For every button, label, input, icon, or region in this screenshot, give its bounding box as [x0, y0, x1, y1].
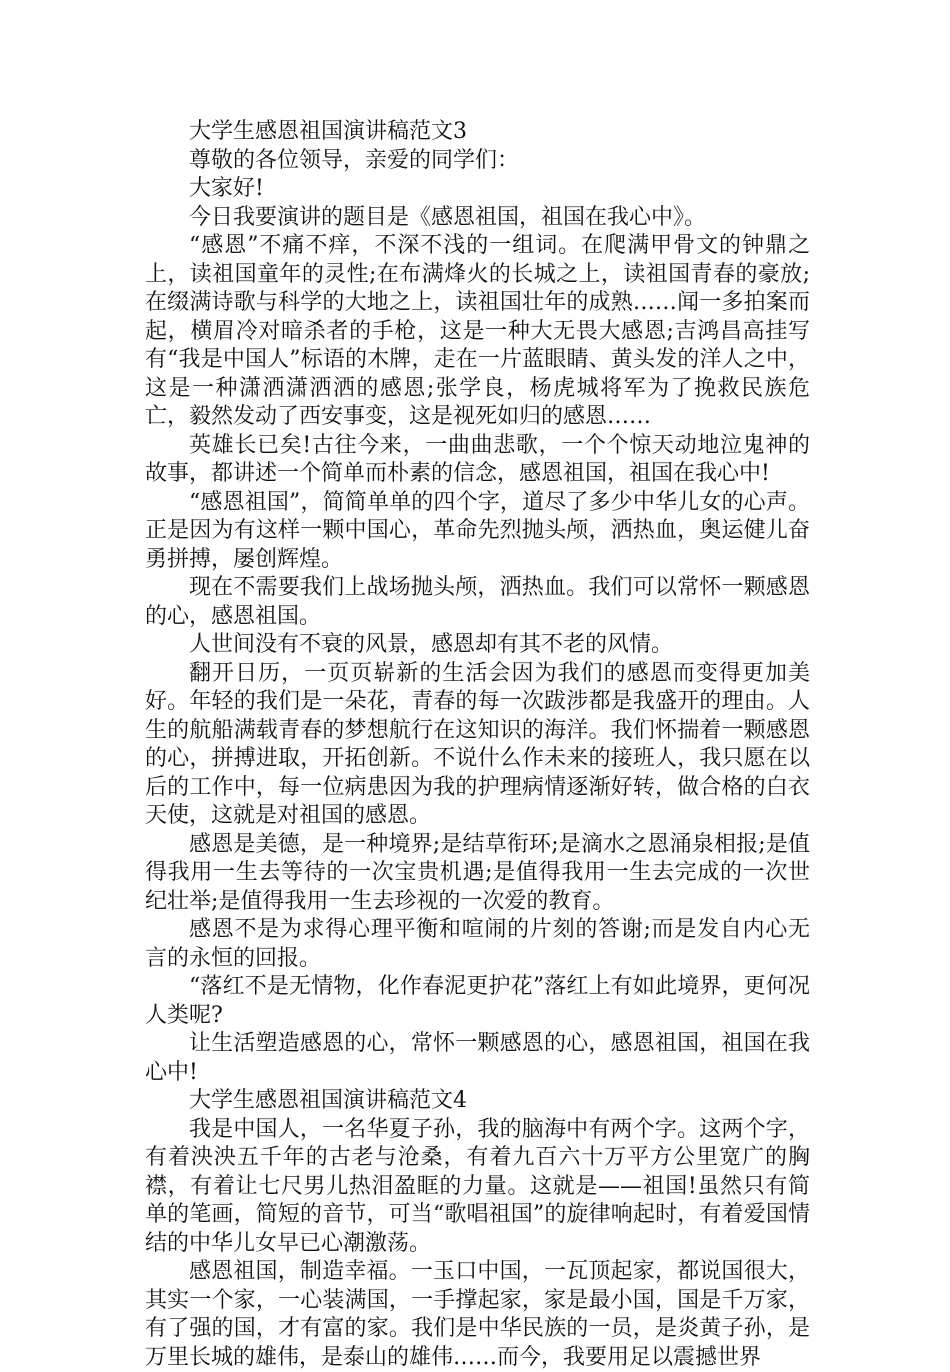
section-title: 大学生感恩祖国演讲稿范文3	[189, 119, 467, 144]
greeting: 大家好!	[189, 176, 264, 201]
document-body	[145, 118, 810, 1372]
section-title: 大学生感恩祖国演讲稿范文4	[189, 1088, 467, 1113]
paragraph: 今日我要演讲的题目是《感恩祖国，祖国在我心中》。	[189, 204, 707, 230]
paragraph: 英雄长已矣!古往今来，一曲曲悲歌，一个个惊天动地泣鬼神的故事，都讲述一个简单而朴素的信念，感恩祖国，祖国在我心中!	[145, 432, 810, 486]
paragraph: “感恩”不痛不痒，不深不浅的一组词。在爬满甲骨文的钟鼎之上，读祖国童年的灵性;在布满烽火的长城之上，读祖国青春的豪放;在缀满诗歌与科学的大地之上，读祖国壮年的成熟……闻一多拍案而起，横眉冷对暗杀者的手枪，这是一种大无畏大感恩;吉鸿昌高挂写有“我是中国人”标语的木牌，走在一片蓝眼睛、黄头发的洋人之中，这是一种潇洒潇洒洒的感恩;张学良，杨虎城将军为了挽救民族危亡，毅然发动了西安事变，这是视死如归的感恩……	[145, 233, 810, 429]
paragraph: 让生活塑造感恩的心，常怀一颗感恩的心，感恩祖国，祖国在我心中!	[145, 1031, 810, 1085]
paragraph: “感恩祖国”，简简单单的四个字，道尽了多少中华儿女的心声。正是因为有这样一颗中国心，革命先烈抛头颅，洒热血，奥运健儿奋勇拼搏，屡创辉煌。	[145, 489, 810, 572]
salutation: 尊敬的各位领导，亲爱的同学们：	[189, 147, 520, 173]
paragraph: 人世间没有不衰的风景，感恩却有其不老的风情。	[189, 632, 674, 657]
paragraph: 我是中国人，一名华夏子孙，我的脑海中有两个字。这两个字，有着泱泱五千年的古老与沧桑，有着九百六十万平方公里宽广的胸襟，有着让七尺男儿热泪盈眶的力量。这就是——祖国!虽然只有简单的笔画，简短的音节，可当“歌唱祖国”的旋律响起时，有着爱国情结的中华儿女早已心潮激荡。	[145, 1116, 810, 1256]
paragraph: 感恩祖国，制造幸福。一玉口中国，一瓦顶起家，都说国很大，其实一个家，一心装满国，一手撑起家，家是最小国，国是千万家，有了强的国，才有富的家。我们是中华民族的一员，是炎黄子孙，是万里长城的雄伟，是泰山的雄伟……而今，我要用足以震撼世界	[145, 1259, 810, 1370]
paragraph: 现在不需要我们上战场抛头颅，洒热血。我们可以常怀一颗感恩的心，感恩祖国。	[145, 575, 810, 629]
paragraph: “落红不是无情物，化作春泥更护花”落红上有如此境界，更何况人类呢?	[145, 974, 810, 1028]
paragraph: 翻开日历，一页页崭新的生活会因为我们的感恩而变得更加美好。年轻的我们是一朵花，青春的每一次跋涉都是我盛开的理由。人生的航船满载青春的梦想航行在这知识的海洋。我们怀揣着一颗感恩的心，拼搏进取，开拓创新。不说什么作未来的接班人，我只愿在以后的工作中，每一位病患因为我的护理病情逐渐好转，做合格的白衣天使，这就是对祖国的感恩。	[145, 660, 810, 828]
paragraph: 感恩不是为求得心理平衡和喧闹的片刻的答谢;而是发自内心无言的永恒的回报。	[145, 917, 810, 971]
paragraph: 感恩是美德，是一种境界;是结草衔环;是滴水之恩涌泉相报;是值得我用一生去等待的一次宝贵机遇;是值得我用一生去完成的一次世纪壮举;是值得我用一生去珍视的一次爱的教育。	[145, 831, 810, 914]
